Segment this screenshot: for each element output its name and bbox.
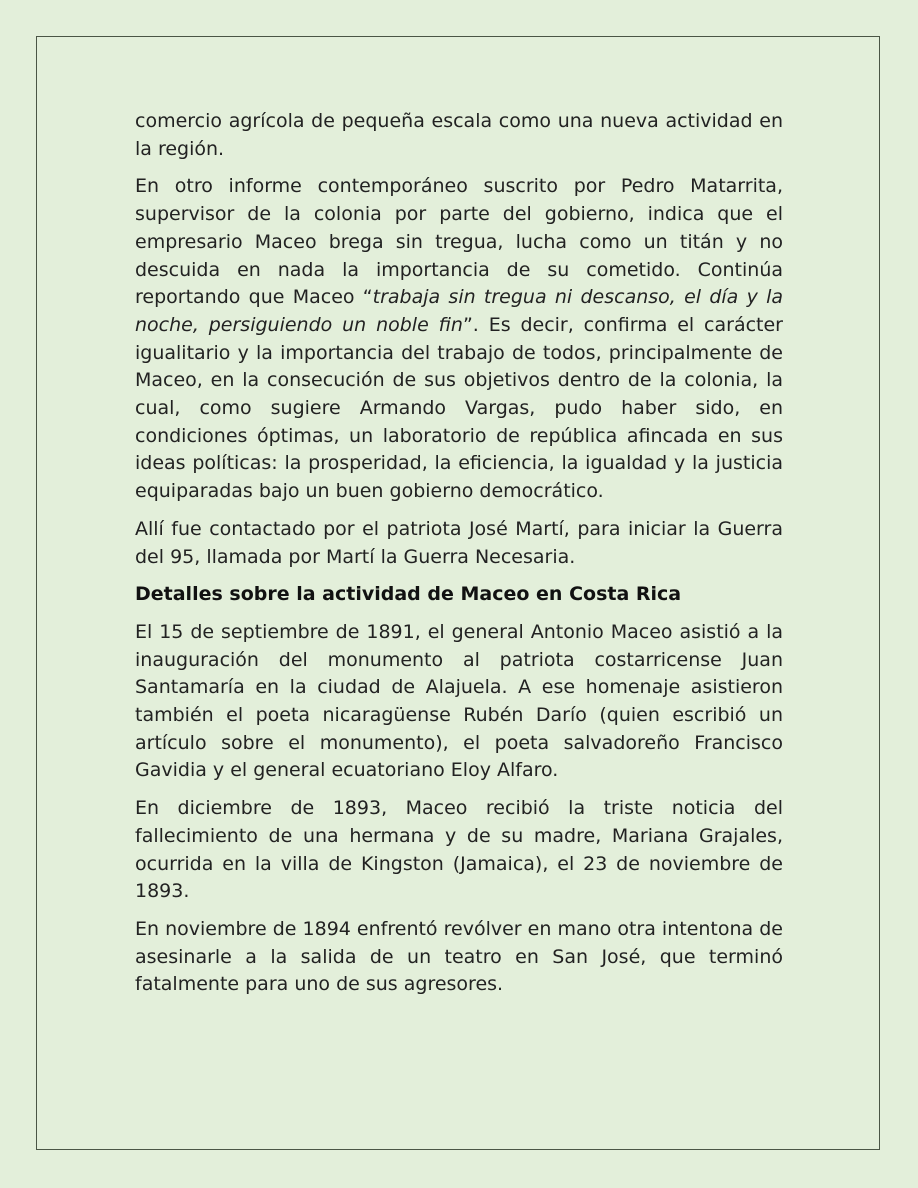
paragraph-1: comercio agrícola de pequeña escala como una nueva actividad en la región.: [135, 110, 783, 160]
paragraph-2-text-b: ”. Es decir, confirma el carácter igualitario y la importancia del trabajo de todos, principalmente de Maceo, en la consecución de sus objetivos dentro de la colonia, la cual, como sugiere Armando Vargas, pudo haber sido, en condiciones óptimas, un laboratorio de república afincada en sus ideas políticas: la prosperidad, la eficiencia, la igualdad y la justicia equiparadas bajo un buen gobierno democrático.: [135, 313, 783, 503]
section-heading: Detalles sobre la actividad de Maceo en Costa Rica: [135, 583, 682, 606]
paragraph-6: En noviembre de 1894 enfrentó revólver en mano otra intentona de asesinarle a la salida de un teatro en San José, que terminó fatalmente para uno de sus agresores.: [135, 917, 783, 996]
paragraph-3: Allí fue contactado por el patriota José Martí, para iniciar la Guerra del 95, llamada por Martí la Guerra Necesaria.: [135, 517, 783, 568]
document-body: [135, 108, 783, 1009]
paragraph-4: El 15 de septiembre de 1891, el general Antonio Maceo asistió a la inauguración del monumento al patriota costarricense Juan Santamaría en la ciudad de Alajuela. A ese homenaje asistieron también el poeta nicaragüense Rubén Darío (quien escribió un artículo sobre el monumento), el poeta salvadoreño Francisco Gavidia y el general ecuatoriano Eloy Alfaro.: [135, 620, 783, 782]
paragraph-2-text-a: En otro informe contemporáneo suscrito por Pedro Matarrita, supervisor de la colonia por parte del gobierno, indica que el empresario Maceo brega sin tregua, lucha como un titán y no descuida en nada la importancia de su cometido. Continúa reportando que Maceo “: [135, 175, 783, 309]
paragraph-2: [135, 173, 783, 505]
paragraph-2-quote: trabaja sin tregua ni descanso, el día y la noche, persiguiendo un noble fin: [135, 286, 784, 336]
paragraph-5: En diciembre de 1893, Maceo recibió la triste noticia del fallecimiento de una hermana y de su madre, Mariana Grajales, ocurrida en la villa de Kingston (Jamaica), el 23 de noviembre de 1893.: [135, 797, 783, 903]
